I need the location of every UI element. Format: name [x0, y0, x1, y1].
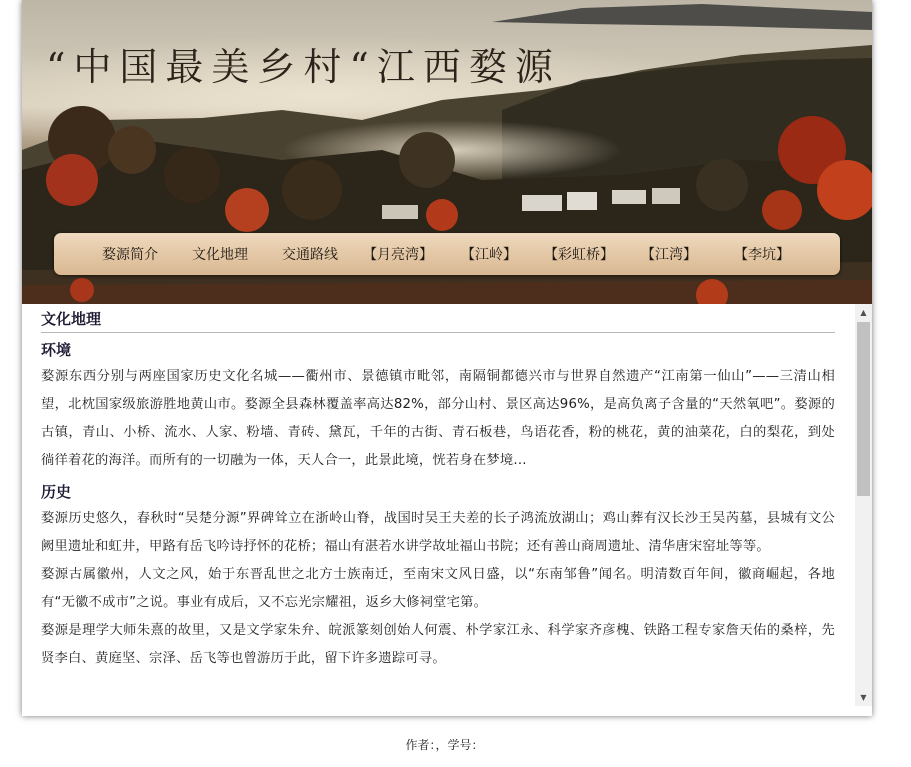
scroll-down-icon[interactable]: ▼: [860, 693, 867, 702]
environment-heading: 环境: [41, 341, 72, 359]
nav-item-yueliangwan[interactable]: 【月亮湾】: [363, 247, 433, 263]
history-paragraph: 婺源古属徽州，人文之风，始于东晋乱世之北方士族南迁，至南宋文风日盛，以“东南邹鲁”闻名。明清数百年间，徽商崛起，各地有“无徽不成市”之说。事业有成后，又不忘光宗耀祖，返乡大修祠堂宅第。: [41, 567, 835, 610]
nav-item-jiangling[interactable]: 【江岭】: [461, 247, 517, 263]
site-title: “中国最美乡村“江西婺源: [46, 45, 561, 89]
nav-item-culture-geography[interactable]: 文化地理: [192, 247, 248, 263]
history-heading: 历史: [41, 483, 72, 501]
history-paragraph: 婺源历史悠久，春秋时“吴楚分源”界碑耸立在浙岭山脊，战国时吴王夫差的长子鸿流放湖山；鸡山葬有汉长沙王吴芮墓，县城有文公阙里遗址和虹井，甲路有岳飞吟诗抒怀的花桥；福山有湛若水讲学故址福山书院；还有善山商周遗址、清华唐宋窑址等等。: [41, 511, 835, 554]
header-banner: [22, 0, 872, 304]
vertical-scrollbar[interactable]: [855, 304, 872, 706]
article: [41, 304, 835, 673]
nav-item-caihongqiao[interactable]: 【彩虹桥】: [544, 247, 614, 263]
nav-item-jiangwan[interactable]: 【江湾】: [641, 247, 697, 263]
environment-paragraph: 婺源东西分别与两座国家历史文化名城——衢州市、景德镇市毗邻，南隔铜都德兴市与世界自然遗产“江南第一仙山”——三清山相望，北枕国家级旅游胜地黄山市。婺源全县森林覆盖率高达82%，部分山村、景区高达96%，是高负离子含量的“天然氧吧”。婺源的古镇，青山、小桥、流水、人家、粉墙、青砖、黛瓦，千年的古街、青石板巷，鸟语花香，粉的桃花，黄的油菜花，白的梨花，到处徜徉着花的海洋。而所有的一切融为一体，天人合一，此景此境，恍若身在梦境...: [41, 369, 835, 468]
nav-item-likeng[interactable]: 【李坑】: [734, 247, 790, 263]
section-title: 文化地理: [41, 308, 835, 333]
history-paragraph: 婺源是理学大师朱熹的故里，又是文学家朱弁、皖派篆刻创始人何震、朴学家江永、科学家齐彦槐、铁路工程专家詹天佑的桑梓，先贤李白、黄庭坚、宗泽、岳飞等也曾游历于此，留下许多遗踪可寻。: [41, 623, 835, 666]
nav-item-transport[interactable]: 交通路线: [282, 247, 338, 263]
nav-item-intro[interactable]: 婺源简介: [102, 247, 158, 263]
main-container: [22, 0, 872, 716]
content-area[interactable]: [22, 304, 872, 706]
scroll-thumb[interactable]: [857, 322, 870, 496]
footer-author: 作者：，学号：: [405, 738, 484, 752]
main-nav: [54, 233, 840, 275]
scroll-up-icon[interactable]: ▲: [860, 308, 867, 317]
